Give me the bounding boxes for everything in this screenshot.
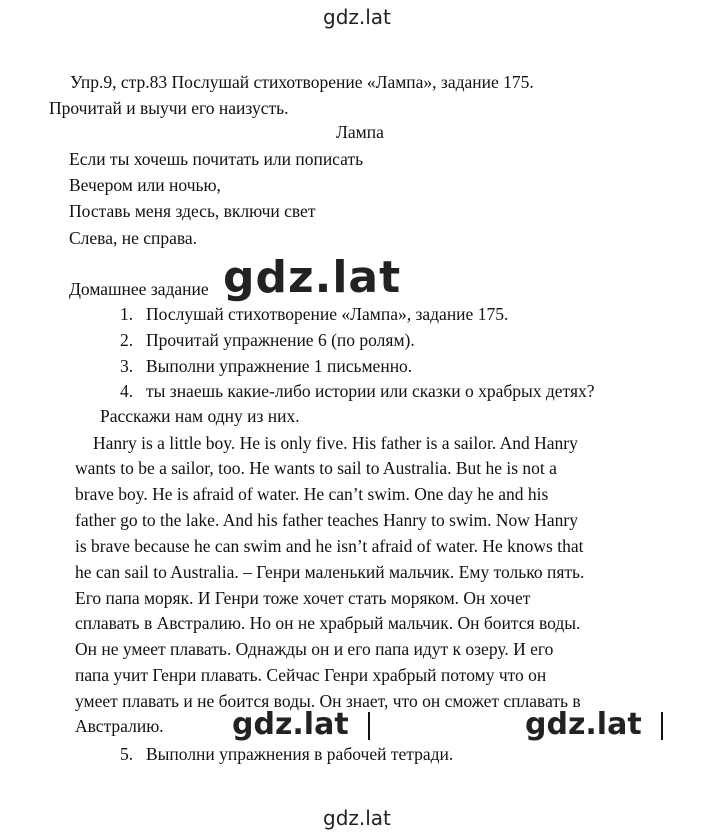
- watermark-footer: gdz.lat: [323, 806, 391, 830]
- story-line: папа учит Генри плавать. Сейчас Генри храбрый потому что он: [75, 665, 547, 685]
- watermark-bar-left: [368, 712, 370, 740]
- poem-line: Слева, не справа.: [69, 228, 198, 248]
- watermark-bottom-right: gdz.lat: [525, 707, 642, 742]
- watermark-top: gdz.lat: [323, 5, 391, 29]
- item-number: 2.: [120, 330, 134, 350]
- homework-item-2: [120, 329, 415, 351]
- item-number: 4.: [120, 381, 134, 401]
- item-number: 1.: [120, 304, 134, 324]
- item-text: Выполни упражнение 1 письменно.: [146, 356, 413, 376]
- poem-title: Лампа: [336, 122, 384, 142]
- item-number: 5.: [120, 744, 134, 764]
- watermark-bar-right: [661, 712, 663, 740]
- watermark-middle: gdz.lat: [223, 252, 402, 303]
- story-line: Его папа моряк. И Генри тоже хочет стать моряком. Он хочет: [75, 588, 531, 608]
- homework-item-5: [120, 743, 453, 765]
- homework-item-1: [120, 303, 508, 325]
- item-text: ты знаешь какие-либо истории или сказки о храбрых детях?: [146, 381, 595, 401]
- homework-item-4: [120, 380, 595, 402]
- watermark-bottom-left: gdz.lat: [232, 707, 349, 742]
- poem-line: Поставь меня здесь, включи свет: [69, 201, 316, 221]
- story-line: умеет плавать и не боится воды. Он знает, что он сможет сплавать в: [75, 691, 581, 711]
- story-line: father go to the lake. And his father teaches Hanry to swim. Now Hanry: [75, 510, 578, 530]
- homework-item-4-continuation: Расскажи нам одну из них.: [100, 406, 300, 426]
- item-text: Выполни упражнения в рабочей тетради.: [146, 744, 454, 764]
- item-text: Прочитай упражнение 6 (по ролям).: [146, 330, 415, 350]
- header-line-2: Прочитай и выучи его наизусть.: [49, 98, 289, 118]
- homework-heading: Домашнее задание: [69, 279, 209, 299]
- story-line: he can sail to Australia. – Генри маленький мальчик. Ему только пять.: [75, 562, 585, 582]
- story-line: wants to be a sailor, too. He wants to sail to Australia. But he is not a: [75, 458, 557, 478]
- story-line: is brave because he can swim and he isn’t afraid of water. He knows that: [75, 536, 584, 556]
- homework-item-3: [120, 355, 412, 377]
- story-line: Австралию.: [75, 716, 164, 736]
- story-line: сплавать в Австралию. Но он не храбрый мальчик. Он боится воды.: [75, 613, 581, 633]
- story-line: Hanry is a little boy. He is only five. His father is a sailor. And Hanry: [93, 433, 578, 453]
- poem-line: Вечером или ночью,: [69, 175, 221, 195]
- story-line: Он не умеет плавать. Однажды он и его папа идут к озеру. И его: [75, 639, 554, 659]
- item-number: 3.: [120, 356, 134, 376]
- story-line: brave boy. He is afraid of water. He can’t swim. One day he and his: [75, 484, 549, 504]
- header-line-1: Упр.9, стр.83 Послушай стихотворение «Лампа», задание 175.: [70, 72, 534, 92]
- poem-line: Если ты хочешь почитать или пописать: [69, 149, 364, 169]
- item-text: Послушай стихотворение «Лампа», задание 175.: [146, 304, 509, 324]
